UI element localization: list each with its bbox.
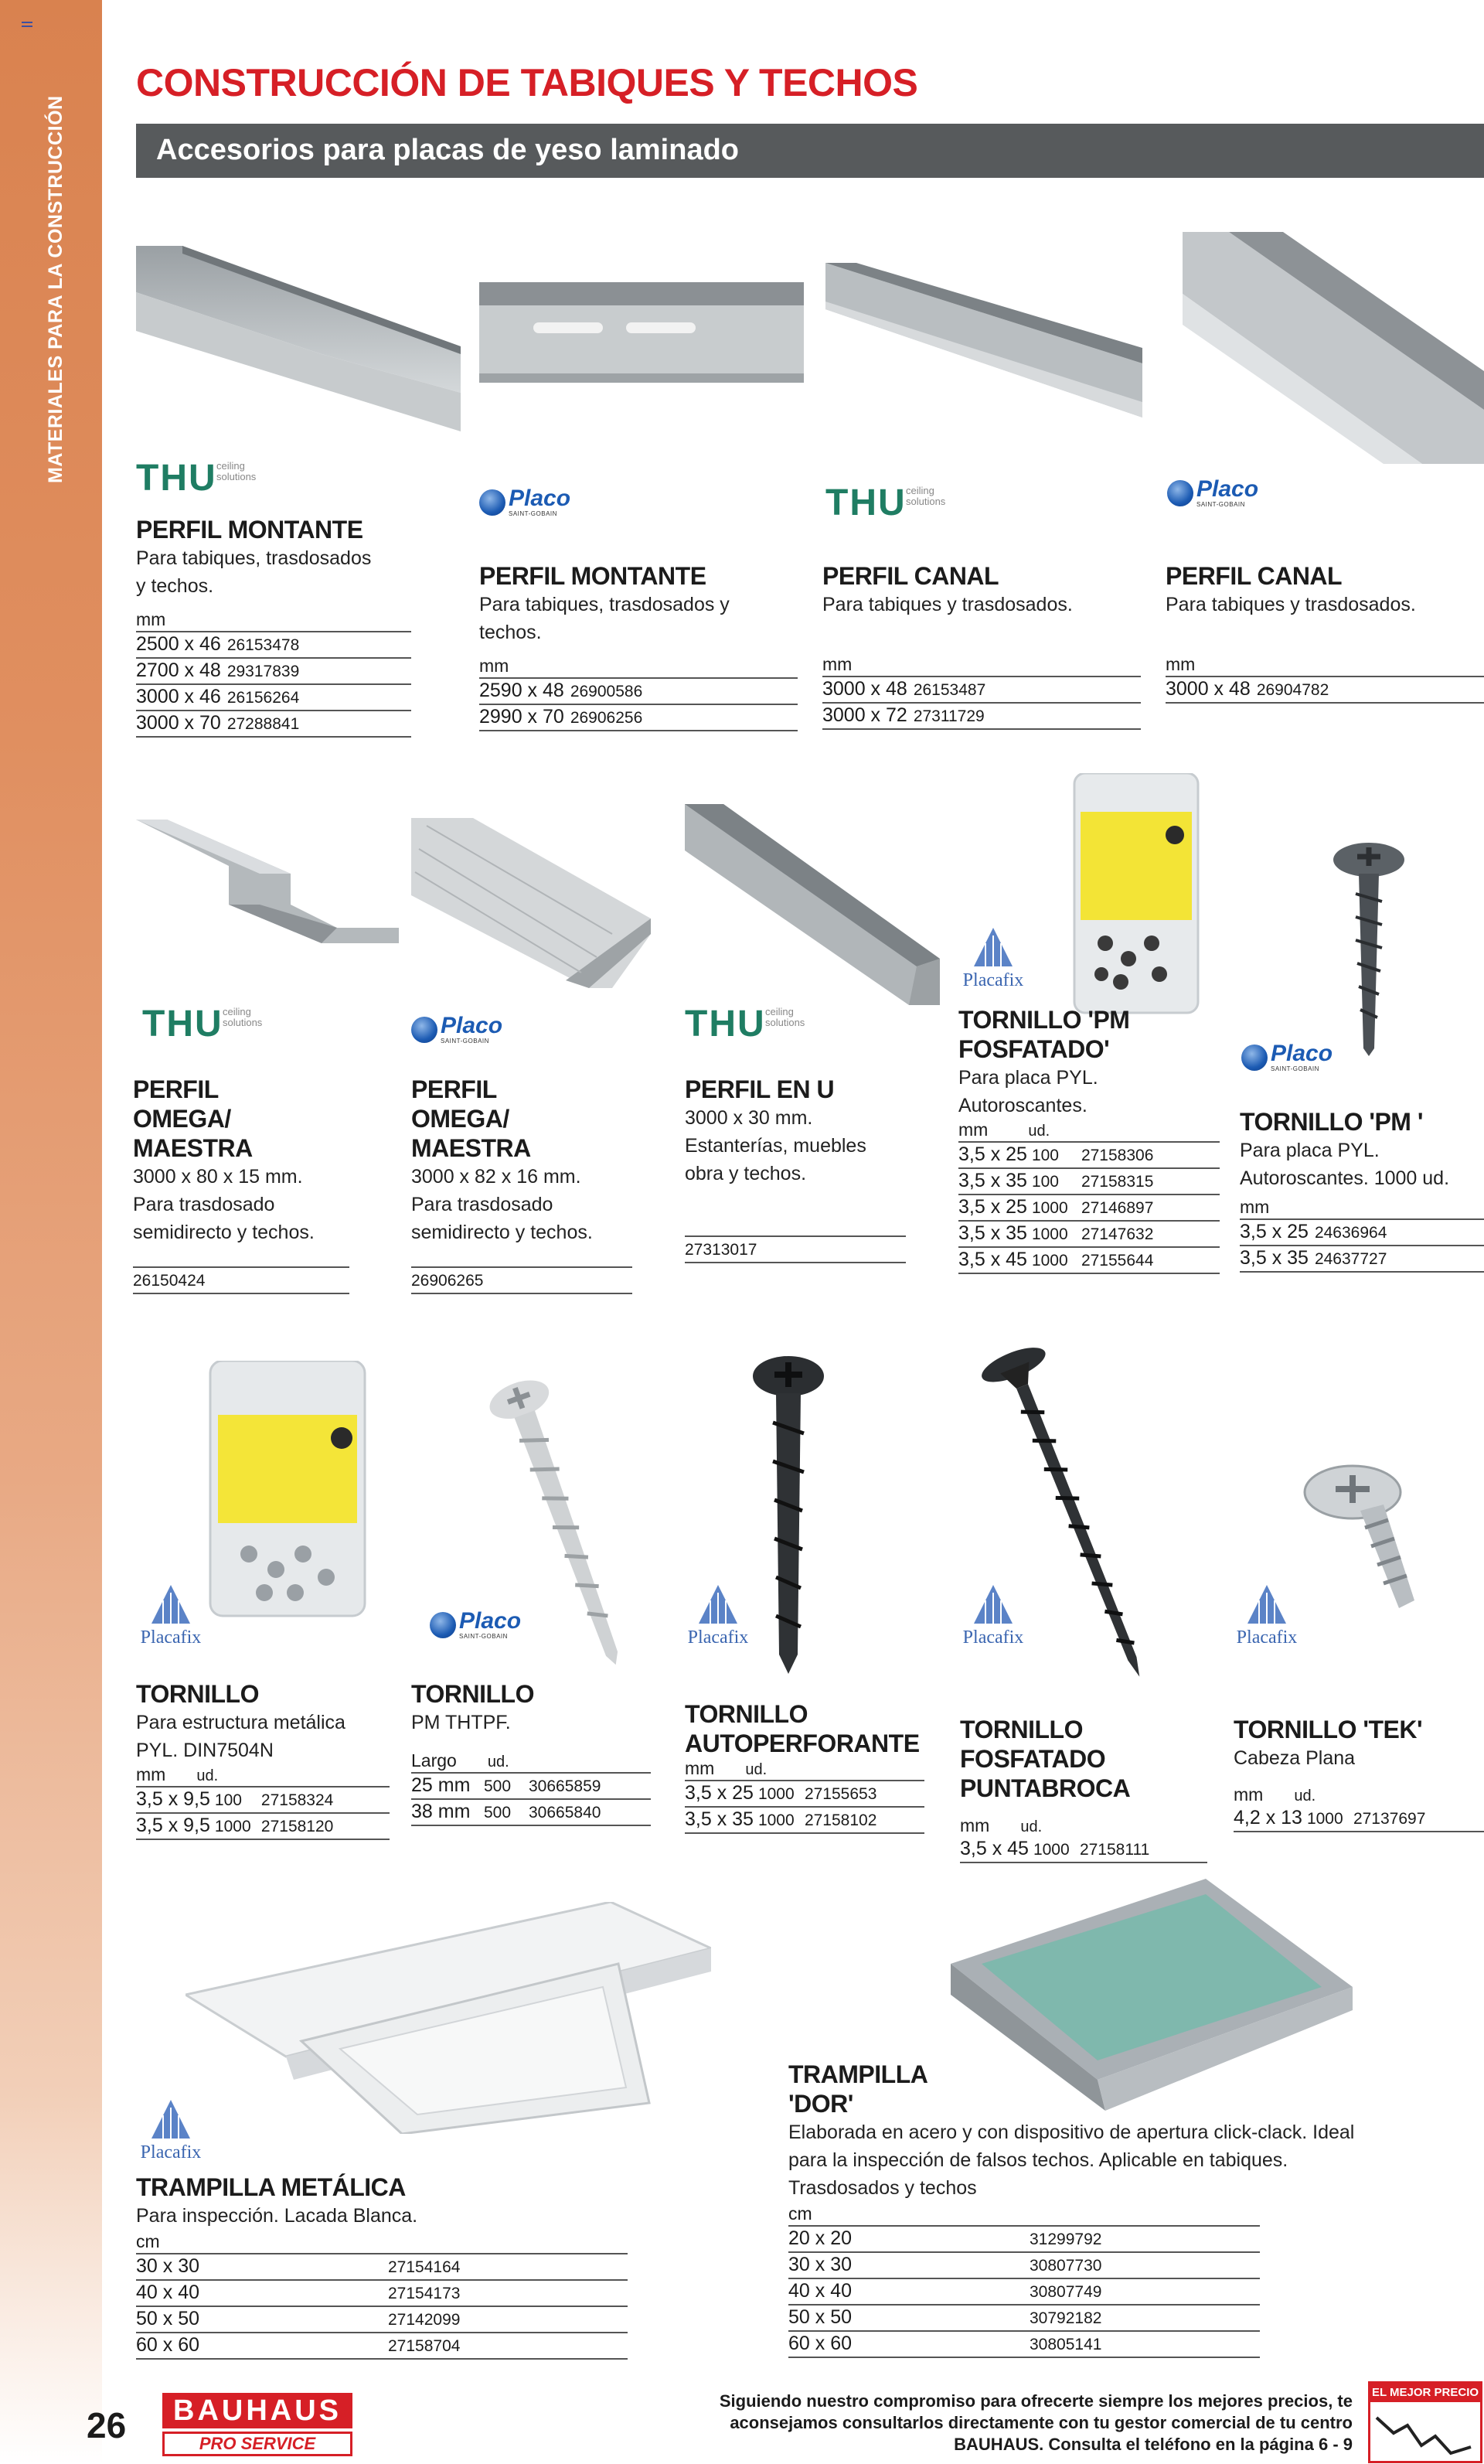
price-chart-icon bbox=[1370, 2402, 1480, 2461]
product-description: Para tabiques, trasdosados y techos. bbox=[136, 547, 372, 597]
table-row: 26150424 bbox=[133, 1266, 349, 1294]
placafix-logo: Placafix bbox=[958, 928, 1028, 991]
table-row: 30 x 30 30807730 bbox=[788, 2253, 1260, 2279]
product-description: PM THTPF. bbox=[411, 1712, 511, 1733]
bauhaus-logo: BAUHAUS PRO SERVICE bbox=[162, 2393, 352, 2456]
product-name: TORNILLO FOSFATADO PUNTABROCA bbox=[960, 1716, 1131, 1802]
unit-header: mm bbox=[1166, 649, 1484, 677]
table-row: 40 x 40 30807749 bbox=[788, 2279, 1260, 2306]
table-row: 26906265 bbox=[411, 1266, 632, 1294]
placafix-logo: Placafix bbox=[683, 1585, 753, 1648]
table-row: 3,5 x 25 1000 27146897 bbox=[958, 1195, 1220, 1222]
table-row: 4,2 x 13 1000 27137697 bbox=[1234, 1806, 1484, 1832]
product-description: 3000 x 82 x 16 mm. Para trasdosado semidirecto y techos. bbox=[411, 1166, 593, 1243]
product-tornillo-din7504n bbox=[136, 1679, 390, 1840]
product-name: TRAMPILLA METÁLICA bbox=[136, 2173, 406, 2201]
tornillo-din7504n-pack-image bbox=[203, 1361, 373, 1624]
product-tornillo-pm-thtpf bbox=[411, 1679, 651, 1826]
best-price-badge: EL MEJOR PRECIO bbox=[1368, 2381, 1482, 2463]
product-perfil-canal-placo bbox=[1166, 561, 1484, 704]
product-name: TORNILLO 'PM FOSFATADO' bbox=[958, 1006, 1130, 1063]
product-trampilla-dor bbox=[788, 2060, 1360, 2358]
unit-header: mm ud. bbox=[960, 1815, 1043, 1835]
table-row: 2500 x 46 26153478 bbox=[136, 632, 411, 659]
product-description: Para tabiques y trasdosados. bbox=[1166, 594, 1416, 615]
table-row: 3000 x 70 27288841 bbox=[136, 711, 411, 738]
table-row: 2990 x 70 26906256 bbox=[479, 705, 798, 731]
placo-logo: Placo SAINT-GOBAIN bbox=[1167, 478, 1258, 508]
table-row: 3,5 x 9,5 1000 27158120 bbox=[136, 1814, 390, 1840]
product-tornillo-pm bbox=[1240, 1107, 1484, 1273]
product-name: PERFIL CANAL bbox=[822, 562, 999, 590]
section-title: Accesorios para placas de yeso laminado bbox=[156, 134, 740, 166]
table-row: 3,5 x 9,5 100 27158324 bbox=[136, 1788, 390, 1814]
product-description: Elaborada en acero y con dispositivo de apertura click-clack. Ideal para la inspección de falsos techos. Aplicable en tabiques. Trasdosados y techos bbox=[788, 2121, 1355, 2199]
table-row: 60 x 60 27158704 bbox=[136, 2333, 628, 2360]
product-description: Para placa PYL. Autoroscantes. bbox=[958, 1067, 1098, 1116]
product-name: TORNILLO AUTOPERFORANTE bbox=[685, 1700, 920, 1757]
placafix-logo: Placafix bbox=[1232, 1585, 1302, 1648]
product-name: PERFIL CANAL bbox=[1166, 562, 1343, 590]
placafix-building-icon bbox=[970, 928, 1016, 966]
perfil-omega-thu-image bbox=[136, 820, 399, 943]
unit-header: mm ud. bbox=[685, 1758, 924, 1781]
table-row: 3,5 x 35 1000 27158102 bbox=[685, 1808, 924, 1834]
product-tornillo-tek bbox=[1234, 1715, 1484, 1832]
product-description: Para tabiques y trasdosados. bbox=[822, 594, 1073, 615]
globe-icon bbox=[1241, 1045, 1268, 1071]
table-row: 3,5 x 25 24636964 bbox=[1240, 1220, 1484, 1246]
product-name: PERFIL OMEGA/ MAESTRA bbox=[411, 1075, 531, 1162]
unit-header: mm bbox=[822, 649, 1141, 677]
product-name: TORNILLO 'PM ' bbox=[1240, 1108, 1423, 1136]
table-row: 3,5 x 35 1000 27147632 bbox=[958, 1222, 1220, 1248]
product-description: Para tabiques, trasdosados y techos. bbox=[479, 594, 730, 643]
product-tornillo-fosfatado-puntabroca bbox=[960, 1715, 1207, 1863]
product-name: TORNILLO 'TEK' bbox=[1234, 1716, 1423, 1743]
unit-header: mm ud. bbox=[136, 1764, 390, 1788]
table-row: 25 mm 500 30665859 bbox=[411, 1774, 651, 1800]
table-row: 20 x 20 31299792 bbox=[788, 2227, 1260, 2253]
product-description: 3000 x 80 x 15 mm. Para trasdosado semidirecto y techos. bbox=[133, 1166, 315, 1243]
tornillo-tek-image bbox=[1298, 1454, 1430, 1616]
product-perfil-montante-placo bbox=[479, 561, 798, 731]
placo-logo: Placo SAINT-GOBAIN bbox=[430, 1610, 521, 1640]
unit-header: mm ud. bbox=[1234, 1784, 1316, 1805]
trampilla-metalica-image bbox=[186, 1902, 711, 2134]
unit-header: mm bbox=[136, 605, 411, 632]
placafix-building-icon bbox=[148, 1585, 194, 1624]
unit-header: mm ud. bbox=[958, 1120, 1050, 1140]
placo-logo: Placo SAINT-GOBAIN bbox=[1241, 1042, 1333, 1072]
unit-header: mm bbox=[1240, 1192, 1484, 1220]
thu-logo: THU ceiling solutions bbox=[685, 1004, 805, 1045]
perfil-canal-thu-image bbox=[825, 263, 1142, 417]
product-perfil-canal-thu bbox=[822, 561, 1141, 730]
product-description: Para estructura metálica PYL. DIN7504N bbox=[136, 1712, 345, 1761]
globe-icon bbox=[430, 1612, 456, 1638]
footer-note: Siguiendo nuestro compromiso para ofrecerte siempre los mejores precios, te aconsejamos consultarlos directamente con tu gestor comercial de tu centro BAUHAUS. Consulta el teléfono en la página 6 - 9 bbox=[719, 2391, 1353, 2454]
perfil-canal-placo-image bbox=[1183, 232, 1484, 464]
table-row: 3,5 x 35 24637727 bbox=[1240, 1246, 1484, 1273]
placafix-logo: Placafix bbox=[958, 1585, 1028, 1648]
thu-logo: THU ceiling solutions bbox=[136, 458, 257, 499]
unit-header: cm bbox=[136, 2230, 628, 2254]
thu-logo: THU ceiling solutions bbox=[142, 1004, 263, 1045]
perfil-omega-placo-image bbox=[411, 818, 651, 988]
product-name: TORNILLO bbox=[411, 1680, 534, 1708]
unit-header: cm bbox=[788, 2202, 1260, 2227]
product-tornillo-autoperforante bbox=[685, 1699, 924, 1834]
placafix-logo: Placafix bbox=[136, 1585, 206, 1648]
unit-header: Largo ud. bbox=[411, 1736, 651, 1774]
table-row: 40 x 40 27154173 bbox=[136, 2281, 628, 2307]
table-row: 50 x 50 30792182 bbox=[788, 2306, 1260, 2332]
product-name: TORNILLO bbox=[136, 1680, 259, 1708]
product-perfil-omega-thu bbox=[133, 1075, 349, 1294]
product-description: Cabeza Plana bbox=[1234, 1747, 1356, 1769]
sidebar-vertical-label: MATERIALES PARA LA CONSTRUCCIÓN bbox=[45, 95, 66, 483]
tornillo-pm-image bbox=[1326, 840, 1411, 1056]
section-bar bbox=[136, 124, 1484, 178]
globe-icon bbox=[479, 489, 505, 516]
product-description: Para inspección. Lacada Blanca. bbox=[136, 2205, 418, 2227]
unit-header: mm bbox=[479, 651, 798, 679]
placafix-logo: Placafix bbox=[136, 2100, 206, 2163]
tornillo-autoperforante-image bbox=[742, 1353, 835, 1678]
table-row: 27313017 bbox=[685, 1235, 906, 1263]
table-row: 2590 x 48 26900586 bbox=[479, 679, 798, 705]
globe-icon bbox=[411, 1017, 437, 1043]
table-row: 3,5 x 45 1000 27155644 bbox=[958, 1248, 1220, 1274]
perfil-montante-placo-image bbox=[479, 282, 804, 390]
product-tornillo-pm-fosfatado bbox=[958, 1005, 1220, 1274]
table-row: 60 x 60 30805141 bbox=[788, 2332, 1260, 2358]
product-name: PERFIL MONTANTE bbox=[479, 562, 706, 590]
table-row: 3,5 x 25 1000 27155653 bbox=[685, 1781, 924, 1808]
placafix-building-icon bbox=[970, 1585, 1016, 1624]
table-row: 3000 x 48 26153487 bbox=[822, 677, 1141, 704]
product-name: PERFIL EN U bbox=[685, 1075, 835, 1103]
table-row: 2700 x 48 29317839 bbox=[136, 659, 411, 685]
placo-logo: Placo SAINT-GOBAIN bbox=[479, 487, 570, 517]
tornillo-pm-fosfatado-pack-image bbox=[1067, 773, 1206, 1021]
table-row: 3,5 x 35 100 27158315 bbox=[958, 1169, 1220, 1195]
menu-icon[interactable] bbox=[22, 22, 32, 29]
placafix-building-icon bbox=[1244, 1585, 1290, 1624]
product-name: TRAMPILLA 'DOR' bbox=[788, 2060, 928, 2118]
page-number: 26 bbox=[87, 2405, 127, 2445]
globe-icon bbox=[1167, 480, 1193, 506]
product-name: PERFIL OMEGA/ MAESTRA bbox=[133, 1075, 253, 1162]
perfil-en-u-image bbox=[685, 804, 940, 1005]
placo-logo: Placo SAINT-GOBAIN bbox=[411, 1014, 502, 1045]
product-description: 3000 x 30 mm. Estanterías, muebles obra y techos. bbox=[685, 1107, 866, 1184]
product-perfil-omega-placo bbox=[411, 1075, 632, 1294]
placafix-building-icon bbox=[148, 2100, 194, 2139]
product-name: PERFIL MONTANTE bbox=[136, 516, 363, 544]
thu-logo: THU ceiling solutions bbox=[825, 482, 946, 523]
product-perfil-en-u bbox=[685, 1075, 906, 1263]
table-row: 3,5 x 45 1000 27158111 bbox=[960, 1837, 1207, 1863]
perfil-montante-thu-image bbox=[136, 246, 461, 431]
placafix-building-icon bbox=[695, 1585, 741, 1624]
table-row: 3000 x 46 26156264 bbox=[136, 685, 411, 711]
product-description: Para placa PYL. Autoroscantes. 1000 ud. bbox=[1240, 1140, 1450, 1189]
sidebar bbox=[0, 0, 102, 2464]
table-row: 38 mm 500 30665840 bbox=[411, 1800, 651, 1826]
table-row: 30 x 30 27154164 bbox=[136, 2254, 628, 2281]
table-row: 3,5 x 25 100 27158306 bbox=[958, 1141, 1220, 1169]
product-perfil-montante-thu bbox=[136, 515, 411, 738]
table-row: 50 x 50 27142099 bbox=[136, 2307, 628, 2333]
table-row: 3000 x 48 26904782 bbox=[1166, 677, 1484, 704]
product-trampilla-metalica bbox=[136, 2173, 628, 2360]
table-row: 3000 x 72 27311729 bbox=[822, 704, 1141, 730]
page-title: CONSTRUCCIÓN DE TABIQUES Y TECHOS bbox=[136, 61, 918, 104]
